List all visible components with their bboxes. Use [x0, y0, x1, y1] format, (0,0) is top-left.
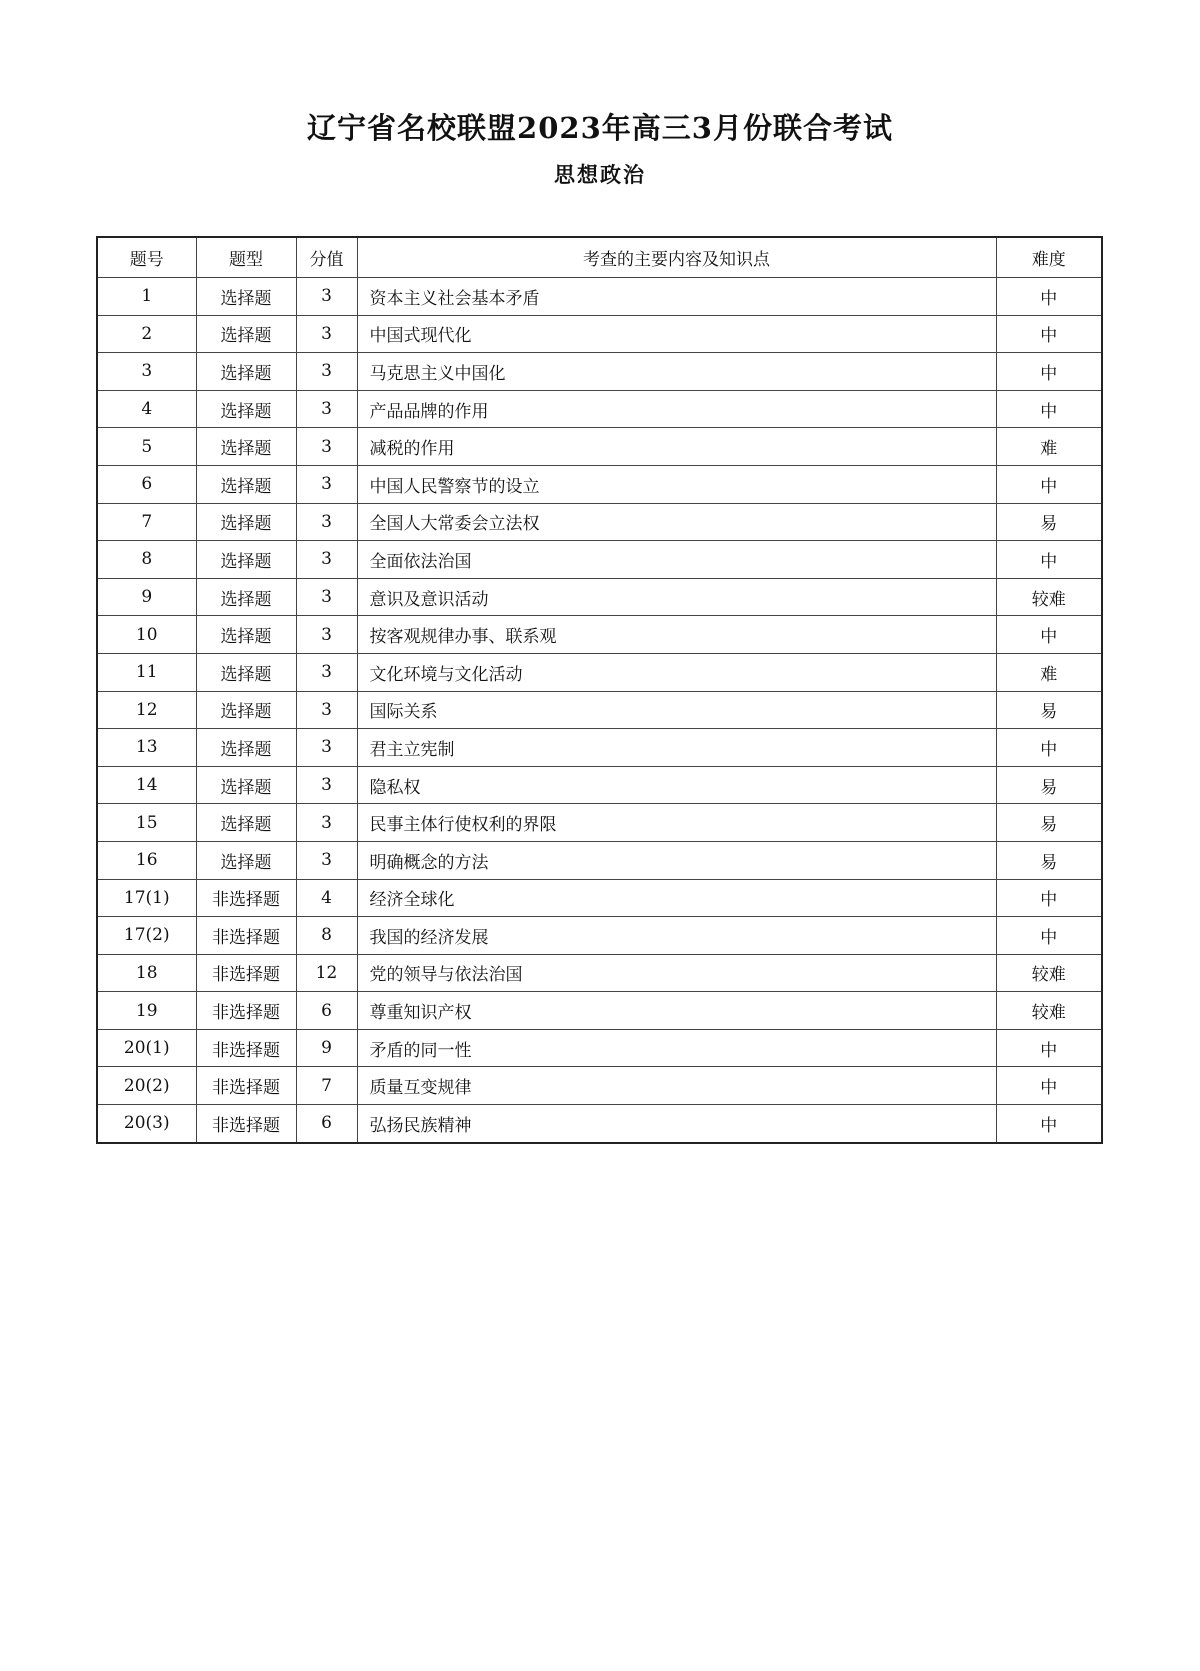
cell-content: 弘扬民族精神 — [357, 1105, 996, 1143]
cell-score: 3 — [296, 315, 357, 353]
cell-difficulty: 中 — [996, 465, 1102, 503]
cell-score: 3 — [296, 541, 357, 579]
table-row — [97, 315, 1102, 353]
cell-difficulty: 中 — [996, 616, 1102, 654]
cell-content: 尊重知识产权 — [357, 992, 996, 1030]
cell-type: 选择题 — [196, 841, 296, 879]
cell-content: 经济全球化 — [357, 879, 996, 917]
exam-analysis-table — [96, 236, 1103, 1144]
cell-type: 选择题 — [196, 804, 296, 842]
cell-content: 明确概念的方法 — [357, 841, 996, 879]
cell-score: 3 — [296, 729, 357, 767]
cell-score: 3 — [296, 503, 357, 541]
cell-score: 3 — [296, 841, 357, 879]
table-row — [97, 278, 1102, 316]
cell-difficulty: 难 — [996, 428, 1102, 466]
cell-difficulty: 中 — [996, 1067, 1102, 1105]
cell-difficulty: 中 — [996, 1029, 1102, 1067]
cell-content: 中国式现代化 — [357, 315, 996, 353]
cell-score: 4 — [296, 879, 357, 917]
cell-number: 8 — [97, 541, 196, 579]
table-row — [97, 691, 1102, 729]
cell-number: 9 — [97, 578, 196, 616]
cell-type: 选择题 — [196, 278, 296, 316]
cell-difficulty: 中 — [996, 1105, 1102, 1143]
cell-type: 选择题 — [196, 390, 296, 428]
table-row — [97, 879, 1102, 917]
table-row — [97, 766, 1102, 804]
cell-type: 选择题 — [196, 766, 296, 804]
cell-content: 质量互变规律 — [357, 1067, 996, 1105]
cell-difficulty: 中 — [996, 315, 1102, 353]
cell-number: 18 — [97, 954, 196, 992]
header-score: 分值 — [296, 237, 357, 278]
cell-number: 12 — [97, 691, 196, 729]
cell-difficulty: 难 — [996, 653, 1102, 691]
cell-score: 6 — [296, 1105, 357, 1143]
cell-content: 我国的经济发展 — [357, 917, 996, 955]
cell-number: 4 — [97, 390, 196, 428]
cell-type: 选择题 — [196, 315, 296, 353]
cell-number: 7 — [97, 503, 196, 541]
cell-type: 选择题 — [196, 653, 296, 691]
page-subtitle: 思想政治 — [554, 163, 646, 187]
cell-score: 3 — [296, 465, 357, 503]
cell-number: 6 — [97, 465, 196, 503]
table-row — [97, 954, 1102, 992]
table-row — [97, 503, 1102, 541]
cell-score: 3 — [296, 653, 357, 691]
cell-score: 6 — [296, 992, 357, 1030]
cell-difficulty: 较难 — [996, 954, 1102, 992]
cell-number: 1 — [97, 278, 196, 316]
table-row — [97, 992, 1102, 1030]
header-difficulty: 难度 — [996, 237, 1102, 278]
table-row — [97, 578, 1102, 616]
cell-difficulty: 易 — [996, 691, 1102, 729]
cell-difficulty: 中 — [996, 879, 1102, 917]
cell-content: 意识及意识活动 — [357, 578, 996, 616]
table-row — [97, 616, 1102, 654]
cell-type: 非选择题 — [196, 992, 296, 1030]
cell-score: 3 — [296, 390, 357, 428]
cell-number: 20(1) — [97, 1029, 196, 1067]
cell-type: 非选择题 — [196, 879, 296, 917]
cell-difficulty: 中 — [996, 917, 1102, 955]
header-number: 题号 — [97, 237, 196, 278]
cell-number: 14 — [97, 766, 196, 804]
cell-type: 选择题 — [196, 729, 296, 767]
table-row — [97, 1067, 1102, 1105]
cell-type: 非选择题 — [196, 954, 296, 992]
table-row — [97, 1029, 1102, 1067]
cell-content: 资本主义社会基本矛盾 — [357, 278, 996, 316]
table-row — [97, 804, 1102, 842]
cell-number: 17(2) — [97, 917, 196, 955]
cell-number: 13 — [97, 729, 196, 767]
cell-difficulty: 易 — [996, 766, 1102, 804]
cell-content: 按客观规律办事、联系观 — [357, 616, 996, 654]
cell-difficulty: 易 — [996, 804, 1102, 842]
table-row — [97, 541, 1102, 579]
cell-content: 矛盾的同一性 — [357, 1029, 996, 1067]
cell-content: 党的领导与依法治国 — [357, 954, 996, 992]
cell-content: 君主立宪制 — [357, 729, 996, 767]
cell-type: 非选择题 — [196, 1067, 296, 1105]
cell-score: 3 — [296, 616, 357, 654]
header-content: 考查的主要内容及知识点 — [357, 237, 996, 278]
table-row — [97, 353, 1102, 391]
cell-score: 7 — [296, 1067, 357, 1105]
cell-type: 选择题 — [196, 503, 296, 541]
cell-number: 15 — [97, 804, 196, 842]
cell-difficulty: 中 — [996, 729, 1102, 767]
cell-score: 3 — [296, 278, 357, 316]
cell-type: 选择题 — [196, 616, 296, 654]
cell-difficulty: 中 — [996, 353, 1102, 391]
cell-content: 国际关系 — [357, 691, 996, 729]
cell-number: 11 — [97, 653, 196, 691]
cell-difficulty: 中 — [996, 390, 1102, 428]
cell-difficulty: 较难 — [996, 578, 1102, 616]
cell-difficulty: 中 — [996, 541, 1102, 579]
cell-type: 选择题 — [196, 353, 296, 391]
cell-number: 16 — [97, 841, 196, 879]
page-title: 辽宁省名校联盟2023年高三3月份联合考试 — [307, 111, 893, 145]
cell-difficulty: 较难 — [996, 992, 1102, 1030]
cell-type: 选择题 — [196, 428, 296, 466]
cell-content: 隐私权 — [357, 766, 996, 804]
cell-number: 20(3) — [97, 1105, 196, 1143]
cell-type: 非选择题 — [196, 1105, 296, 1143]
cell-number: 20(2) — [97, 1067, 196, 1105]
cell-number: 3 — [97, 353, 196, 391]
cell-score: 3 — [296, 691, 357, 729]
cell-score: 3 — [296, 428, 357, 466]
cell-difficulty: 易 — [996, 841, 1102, 879]
cell-content: 全国人大常委会立法权 — [357, 503, 996, 541]
cell-type: 非选择题 — [196, 917, 296, 955]
cell-content: 全面依法治国 — [357, 541, 996, 579]
cell-content: 马克思主义中国化 — [357, 353, 996, 391]
table-header-row — [97, 237, 1102, 278]
cell-score: 3 — [296, 804, 357, 842]
cell-score: 9 — [296, 1029, 357, 1067]
cell-content: 减税的作用 — [357, 428, 996, 466]
cell-score: 3 — [296, 766, 357, 804]
table-row — [97, 917, 1102, 955]
table-row — [97, 841, 1102, 879]
cell-score: 3 — [296, 353, 357, 391]
cell-content: 文化环境与文化活动 — [357, 653, 996, 691]
cell-type: 非选择题 — [196, 1029, 296, 1067]
cell-type: 选择题 — [196, 578, 296, 616]
cell-type: 选择题 — [196, 465, 296, 503]
cell-score: 3 — [296, 578, 357, 616]
table-row — [97, 428, 1102, 466]
header-type: 题型 — [196, 237, 296, 278]
cell-score: 12 — [296, 954, 357, 992]
cell-difficulty: 易 — [996, 503, 1102, 541]
cell-type: 选择题 — [196, 541, 296, 579]
cell-content: 民事主体行使权利的界限 — [357, 804, 996, 842]
cell-difficulty: 中 — [996, 278, 1102, 316]
table-row — [97, 1105, 1102, 1143]
cell-number: 17(1) — [97, 879, 196, 917]
table-row — [97, 653, 1102, 691]
cell-number: 19 — [97, 992, 196, 1030]
cell-content: 产品品牌的作用 — [357, 390, 996, 428]
table-row — [97, 390, 1102, 428]
cell-number: 5 — [97, 428, 196, 466]
cell-score: 8 — [296, 917, 357, 955]
table-row — [97, 729, 1102, 767]
cell-number: 10 — [97, 616, 196, 654]
table-row — [97, 465, 1102, 503]
table-body — [97, 278, 1102, 1143]
cell-type: 选择题 — [196, 691, 296, 729]
cell-content: 中国人民警察节的设立 — [357, 465, 996, 503]
cell-number: 2 — [97, 315, 196, 353]
